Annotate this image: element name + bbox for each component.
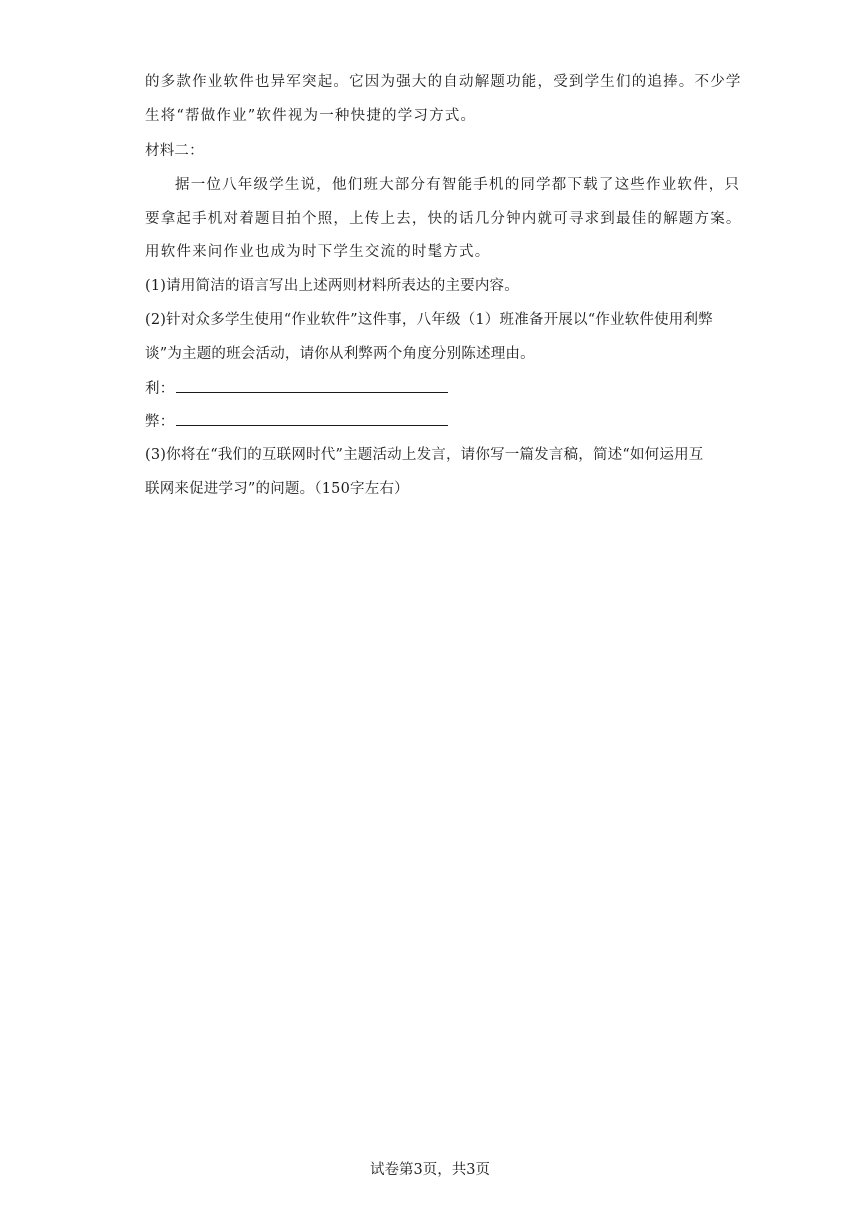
disadvantage-label: 弊： bbox=[145, 414, 175, 430]
question-3-line-1: (3)你将在“我们的互联网时代”主题活动上发言，请你写一篇发言稿，简述“如何运用互 bbox=[145, 447, 704, 463]
question-2-line-2: 谈”为主题的班会活动，请你从利弊两个角度分别陈述理由。 bbox=[145, 346, 535, 362]
material-two-heading: 材料二： bbox=[145, 143, 204, 159]
question-2-line-1: (2)针对众多学生使用“作业软件”这件事，八年级（1）班准备开展以“作业软件使用利弊 bbox=[145, 312, 713, 328]
advantage-answer-blank[interactable] bbox=[176, 378, 448, 393]
disadvantage-answer-row bbox=[145, 411, 448, 432]
disadvantage-answer-blank[interactable] bbox=[176, 411, 448, 426]
page-footer: 试卷第3页，共3页 bbox=[370, 1162, 490, 1178]
question-3-line-2: 联网来促进学习”的问题。（150字左右） bbox=[145, 481, 409, 497]
material-two-line-1: 据一位八年级学生说，他们班大部分有智能手机的同学都下载了这些作业软件，只 bbox=[175, 177, 741, 193]
advantage-label: 利： bbox=[145, 381, 175, 397]
material-one-line-1: 的多款作业软件也异军突起。它因为强大的自动解题功能，受到学生们的追捧。不少学 bbox=[145, 74, 742, 90]
advantage-answer-row bbox=[145, 378, 448, 399]
material-two-line-3: 用软件来问作业也成为时下学生交流的时髦方式。 bbox=[145, 244, 491, 260]
material-one-line-2: 生将“帮做作业”软件视为一种快捷的学习方式。 bbox=[145, 108, 477, 124]
question-1: (1)请用简洁的语言写出上述两则材料所表达的主要内容。 bbox=[145, 278, 519, 294]
material-two-line-2: 要拿起手机对着题目拍个照，上传上去，快的话几分钟内就可寻求到最佳的解题方案。 bbox=[145, 211, 742, 227]
